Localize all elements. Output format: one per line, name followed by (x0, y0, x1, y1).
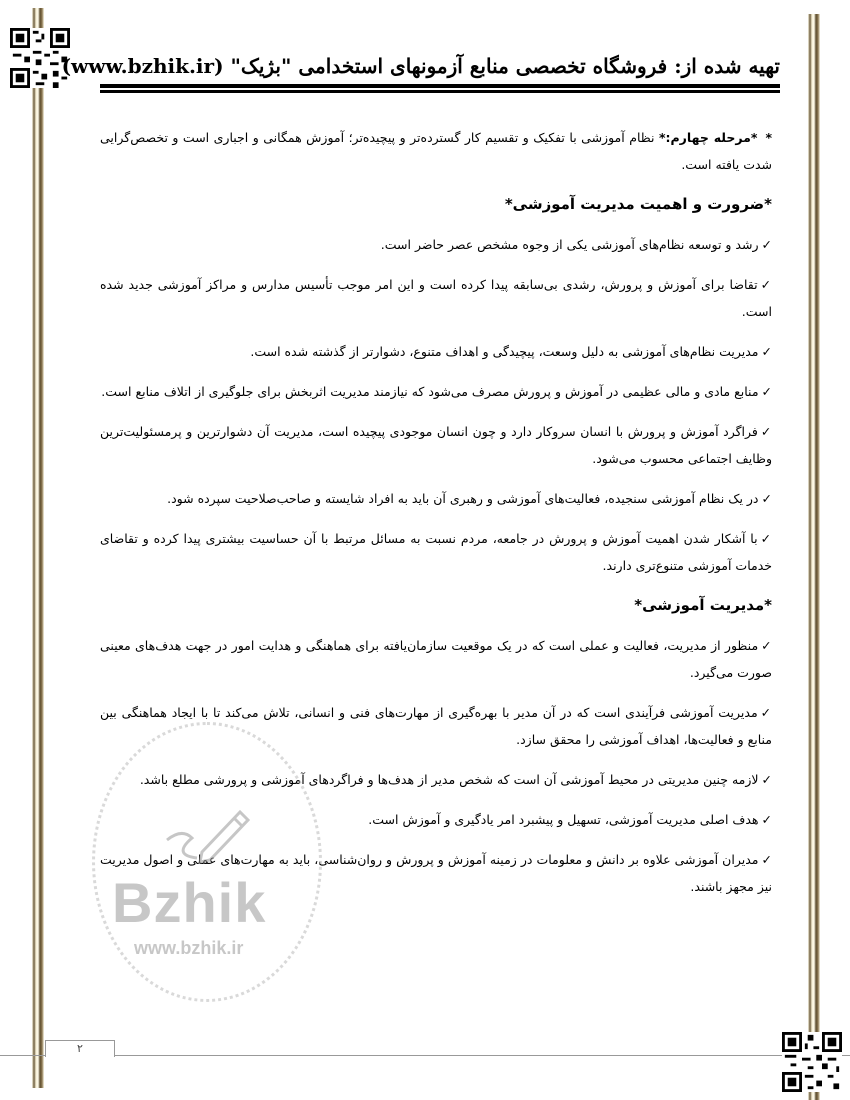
list-item: ✓هدف اصلی مدیریت آموزشی، تسهیل و پیشبرد امر یادگیری و آموزش است. (368, 812, 772, 827)
check-icon: ✓ (761, 344, 772, 359)
list-item: ✓منظور از مدیریت، فعالیت و عملی است که در یک موقعیت سازمان‌یافته برای هماهنگی و هدایت امور در جهت هدف‌های معینی صورت می‌گیرد. (100, 638, 772, 680)
list-item: ✓رشد و توسعه نظام‌های آموزشی یکی از وجوه مشخص عصر حاضر است. (380, 237, 772, 252)
list-item: ✓با آشکار شدن اهمیت آموزش و پرورش در جامعه، مردم نسبت به مسائل مرتبط با آن حساسیت بیشتری پیدا کرده و تقاضای خدمات آموزشی متنوع‌تری دارند. (100, 531, 772, 573)
check-icon: ✓ (761, 638, 772, 653)
list-item: ✓مدیریت نظام‌های آموزشی به دلیل وسعت، پیچیدگی و اهداف متنوع، دشوارتر از گذشته شده است. (250, 344, 772, 359)
check-icon: ✓ (761, 237, 772, 252)
intro-text: نظام آموزشی با تفکیک و تقسیم کار گسترده‌تر و پیچیده‌تر؛ آموزش همگانی و اجباری است و تخصص‌گرایی شدت یافته است. (100, 130, 772, 172)
header-rule-secondary (100, 90, 780, 93)
list-item: ✓مدیریت آموزشی فرآیندی است که در آن مدیر با بهره‌گیری از مهارت‌های فنی و انسانی، تلاش می‌کند تا با ایجاد هماهنگی بین منابع و فعالیت‌ها، اهداف آموزشی را محقق سازد. (100, 705, 772, 747)
intro-label: *مرحله چهارم:* (658, 130, 758, 145)
left-border-bar (32, 8, 44, 1088)
check-icon: ✓ (760, 705, 772, 720)
header-rule (100, 84, 780, 88)
list-item: ✓منابع مادی و مالی عظیمی در آموزش و پرورش مصرف می‌شود که نیازمند مدیریت اثربخش برای جلوگیری از اتلاف منابع است. (101, 384, 772, 399)
header-title: تهیه شده از: فروشگاه تخصصی منابع آزمونهای استخدامی "بژیک" (www.bzhik.ir) (61, 54, 780, 78)
section-heading-importance: *ضرورت و اهمیت مدیریت آموزشی* (504, 195, 772, 213)
list-item: ✓مدیران آموزشی علاوه بر دانش و معلومات در زمینه آموزش و پرورش و روان‌شناسی، باید به مهارت‌های عملی و اصول مدیریت نیز مجهز باشند. (100, 852, 772, 894)
watermark-brand: Bzhik (112, 871, 267, 934)
check-icon: ✓ (761, 812, 772, 827)
page-header (61, 52, 780, 93)
intro-paragraph (100, 124, 772, 178)
list-item: ✓فراگرد آموزش و پرورش با انسان سروکار دارد و چون انسان موجودی پیچیده است، مدیریت آن دشوارترین و پرمسئولیت‌ترین وظایف اجتماعی محسوب می‌شود. (100, 424, 772, 466)
star-bullet: * (765, 130, 772, 145)
footer-rule (0, 1055, 850, 1056)
check-icon: ✓ (761, 491, 772, 506)
check-icon: ✓ (760, 531, 772, 546)
watermark-url: www.bzhik.ir (134, 938, 244, 958)
document-body (100, 124, 772, 913)
check-icon: ✓ (761, 384, 772, 399)
list-item: ✓لازمه چنین مدیریتی در محیط آموزشی آن است که شخص مدیر از هدف‌ها و فراگردهای آموزشی و پرورشی مطلع باشد. (139, 772, 772, 787)
check-icon: ✓ (760, 277, 772, 292)
page-number: ۲ (45, 1040, 115, 1057)
check-icon: ✓ (761, 852, 772, 867)
qr-code-icon (782, 1032, 842, 1092)
list-item: ✓تقاضا برای آموزش و پرورش، رشدی بی‌سابقه پیدا کرده است و این امر موجب تأسیس مدارس و مراکز آموزشی جدید شده است. (100, 277, 772, 319)
check-icon: ✓ (761, 772, 772, 787)
check-icon: ✓ (760, 424, 772, 439)
section-heading-management: *مدیریت آموزشی* (634, 596, 772, 614)
list-item: ✓در یک نظام آموزشی سنجیده، فعالیت‌های آموزشی و رهبری آن باید به افراد شایسته و صاحب‌صلاحیت سپرده شود. (167, 491, 772, 506)
qr-code-bottom (782, 1032, 842, 1092)
right-border-bar (808, 14, 820, 1100)
